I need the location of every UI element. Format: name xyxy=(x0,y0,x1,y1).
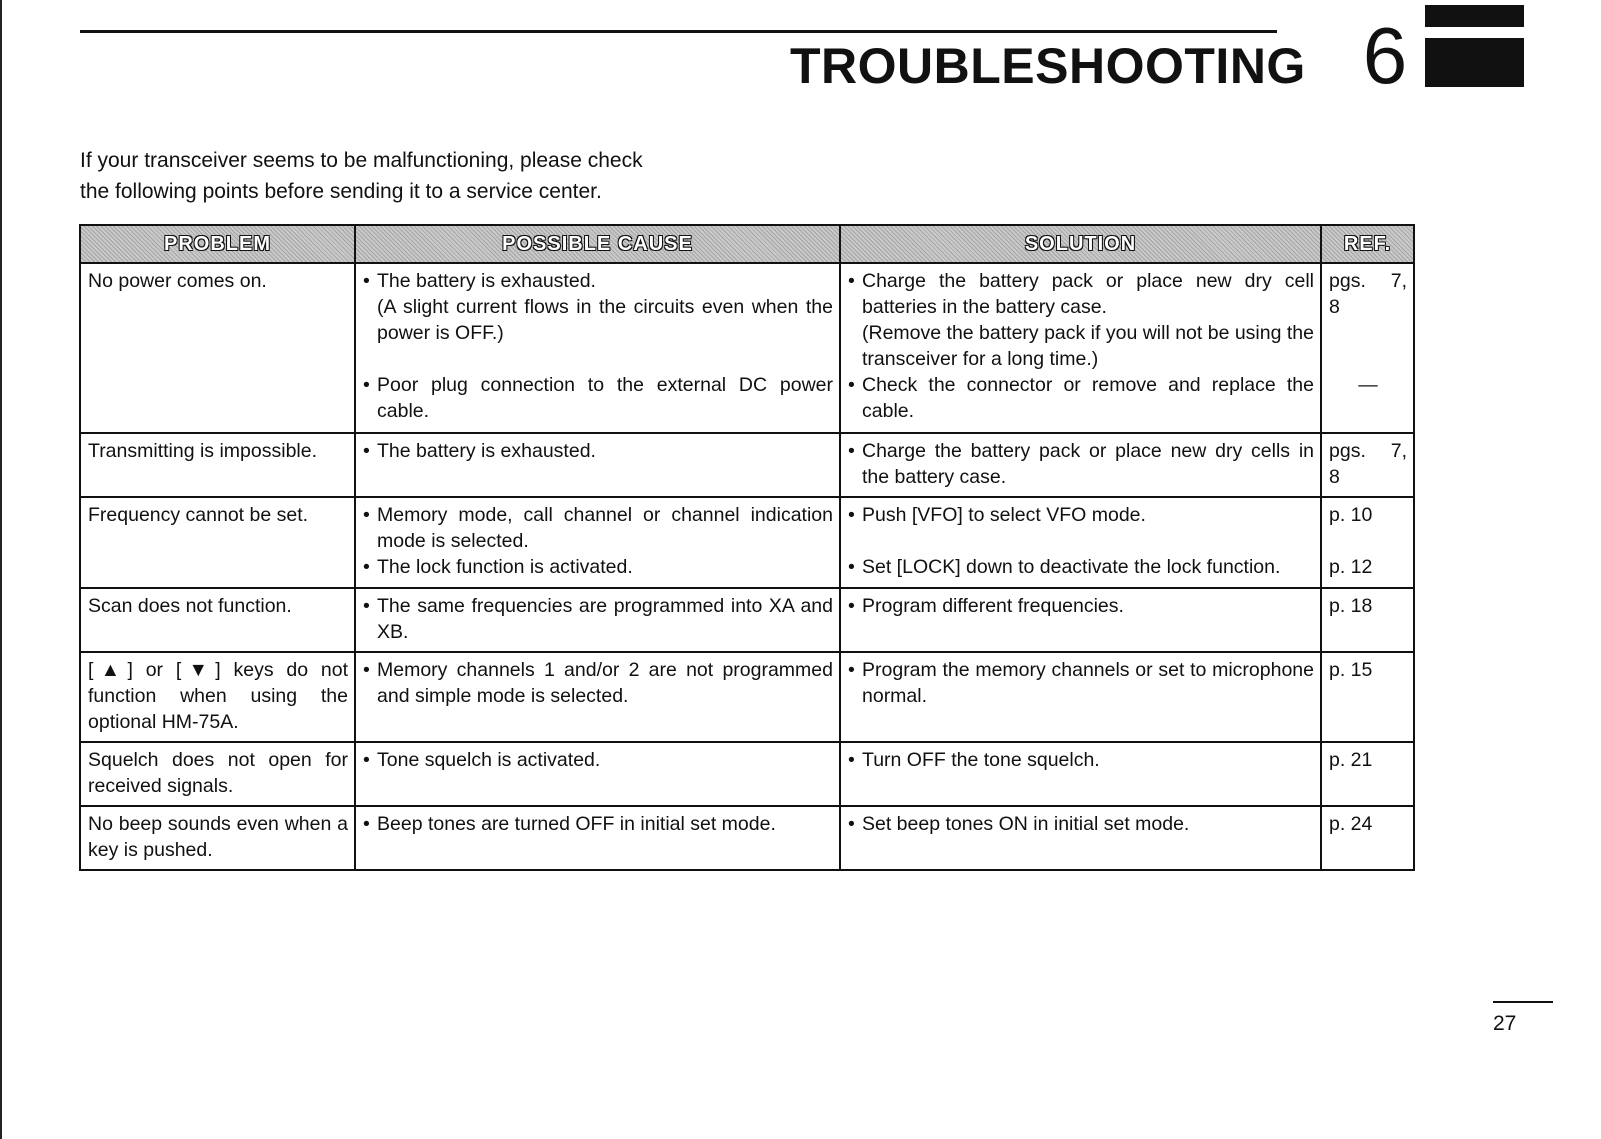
solution-item xyxy=(848,747,1314,773)
bullet: • xyxy=(363,270,370,292)
problem-cell xyxy=(80,263,355,433)
solution-text: Program the memory channels or set to microphone normal. xyxy=(862,659,1314,707)
problem-cell xyxy=(80,497,355,588)
bullet: • xyxy=(363,440,370,462)
cause-cell xyxy=(355,263,840,433)
cause-text: Memory mode, call channel or channel indication mode is selected. xyxy=(377,504,833,552)
solution-cell xyxy=(840,263,1321,433)
solution-text: Set beep tones ON in initial set mode. xyxy=(862,813,1190,835)
ref-cell xyxy=(1321,433,1414,497)
solution-text: Program different frequencies. xyxy=(862,595,1124,617)
problem-cell xyxy=(80,652,355,742)
cause-cell xyxy=(355,806,840,870)
problem-text: Frequency cannot be set. xyxy=(88,504,309,526)
solution-cell xyxy=(840,742,1321,806)
solution-text: Turn OFF the tone squelch. xyxy=(862,749,1100,771)
cause-item xyxy=(363,438,833,464)
problem-cell xyxy=(80,433,355,497)
table-row xyxy=(80,806,1414,870)
cause-cell xyxy=(355,652,840,742)
ref-line xyxy=(1329,268,1407,294)
solution-item xyxy=(848,657,1314,709)
page-title: TROUBLESHOOTING xyxy=(790,38,1306,94)
cause-cell xyxy=(355,497,840,588)
solution-item xyxy=(848,593,1314,619)
cause-text: The battery is exhausted. xyxy=(377,440,596,462)
bullet: • xyxy=(363,504,370,526)
intro-text xyxy=(80,145,780,207)
solution-item xyxy=(848,502,1314,528)
table-row xyxy=(80,433,1414,497)
problem-text: No beep sounds even when a key is pushed. xyxy=(88,813,348,861)
bullet: • xyxy=(363,595,370,617)
cause-text: The same frequencies are programmed into XA and XB. xyxy=(377,595,833,643)
solution-cell xyxy=(840,652,1321,742)
tab-bar-top xyxy=(1425,5,1524,27)
table-row xyxy=(80,742,1414,806)
cause-cell xyxy=(355,588,840,652)
problem-text: No power comes on. xyxy=(88,270,267,292)
ref-text: p. 24 xyxy=(1329,813,1373,835)
bullet: • xyxy=(363,659,370,681)
bullet: • xyxy=(848,813,855,835)
cause-item xyxy=(363,657,833,709)
table-row xyxy=(80,263,1414,433)
header-problem: PROBLEM xyxy=(80,225,355,263)
table-header-row xyxy=(80,225,1414,263)
solution-cell xyxy=(840,433,1321,497)
solution-cell xyxy=(840,588,1321,652)
table-row xyxy=(80,588,1414,652)
left-margin-rule xyxy=(0,0,2,1139)
header-solution: SOLUTION xyxy=(840,225,1321,263)
ref-text: 8 xyxy=(1329,466,1340,488)
page-number: 27 xyxy=(1493,1012,1517,1035)
bullet: • xyxy=(848,504,855,526)
table-row xyxy=(80,497,1414,588)
problem-cell xyxy=(80,742,355,806)
solution-cell xyxy=(840,497,1321,588)
cause-text: Tone squelch is activated. xyxy=(377,749,601,771)
solution-item xyxy=(848,438,1314,490)
ref-text: p. 12 xyxy=(1329,556,1373,578)
cause-item xyxy=(363,372,833,424)
bullet: • xyxy=(363,749,370,771)
cause-text: Beep tones are turned OFF in initial set mode. xyxy=(377,813,776,835)
ref-cell xyxy=(1321,742,1414,806)
cause-item xyxy=(363,502,833,554)
problem-cell xyxy=(80,806,355,870)
ref-cell xyxy=(1321,806,1414,870)
troubleshooting-table xyxy=(79,224,1415,871)
solution-item xyxy=(848,268,1314,320)
solution-item xyxy=(848,554,1314,580)
problem-text: Transmitting is impossible. xyxy=(88,440,318,462)
bullet: • xyxy=(848,595,855,617)
ref-dash: — xyxy=(1358,374,1378,396)
solution-text: Push [VFO] to select VFO mode. xyxy=(862,504,1146,526)
ref-text: p. 18 xyxy=(1329,595,1373,617)
bullet: • xyxy=(848,270,855,292)
cause-cell xyxy=(355,742,840,806)
chapter-number: 6 xyxy=(1362,11,1408,100)
ref-text: 7, xyxy=(1390,440,1407,462)
bullet: • xyxy=(848,440,855,462)
header-possible-cause: POSSIBLE CAUSE xyxy=(355,225,840,263)
intro-line-1: If your transceiver seems to be malfunctioning, please check xyxy=(80,149,643,172)
ref-text: p. 21 xyxy=(1329,749,1373,771)
bullet: • xyxy=(848,659,855,681)
ref-text: pgs. xyxy=(1329,270,1366,292)
solution-text: Charge the battery pack or place new dry cell batteries in the battery case. xyxy=(862,270,1314,318)
cause-text: The lock function is activated. xyxy=(377,556,633,578)
ref-text: pgs. xyxy=(1329,440,1366,462)
table-row xyxy=(80,652,1414,742)
header-rule xyxy=(80,30,1277,33)
cause-text: Poor plug connection to the external DC power cable. xyxy=(377,374,833,422)
solution-note: (Remove the battery pack if you will not be using the transceiver for a long time.) xyxy=(862,322,1314,370)
tab-bar-bottom xyxy=(1425,38,1524,87)
cause-item xyxy=(363,593,833,645)
solution-cell xyxy=(840,806,1321,870)
solution-text: Check the connector or remove and replace the cable. xyxy=(862,374,1314,422)
bullet: • xyxy=(848,749,855,771)
ref-text: 8 xyxy=(1329,296,1340,318)
solution-item xyxy=(848,811,1314,837)
solution-item xyxy=(848,372,1314,424)
problem-text: Squelch does not open for received signals. xyxy=(88,749,348,797)
solution-text: Charge the battery pack or place new dry cells in the battery case. xyxy=(862,440,1314,488)
bullet: • xyxy=(363,374,370,396)
cause-text: The battery is exhausted. xyxy=(377,270,596,292)
bullet: • xyxy=(848,556,855,578)
ref-text: p. 15 xyxy=(1329,659,1373,681)
header-ref: REF. xyxy=(1321,225,1414,263)
chapter-tab-marker xyxy=(1425,5,1524,87)
problem-text: [▲] or [▼] keys do not function when using the optional HM-75A. xyxy=(88,659,348,733)
bullet: • xyxy=(363,556,370,578)
page-number-rule xyxy=(1493,1001,1553,1003)
intro-line-2: the following points before sending it to a service center. xyxy=(80,180,602,203)
bullet: • xyxy=(848,374,855,396)
cause-text: Memory channels 1 and/or 2 are not programmed and simple mode is selected. xyxy=(377,659,833,707)
solution-text: Set [LOCK] down to deactivate the lock function. xyxy=(862,556,1281,578)
ref-cell xyxy=(1321,497,1414,588)
ref-text: p. 10 xyxy=(1329,504,1373,526)
ref-text: 7, xyxy=(1390,270,1407,292)
ref-cell xyxy=(1321,263,1414,433)
ref-cell xyxy=(1321,652,1414,742)
bullet: • xyxy=(363,813,370,835)
problem-cell xyxy=(80,588,355,652)
cause-item xyxy=(363,811,833,837)
cause-item xyxy=(363,554,833,580)
ref-line xyxy=(1329,438,1407,464)
cause-note: (A slight current flows in the circuits even when the power is OFF.) xyxy=(377,296,833,344)
ref-cell xyxy=(1321,588,1414,652)
problem-text: Scan does not function. xyxy=(88,595,292,617)
cause-item xyxy=(363,268,833,294)
cause-item xyxy=(363,747,833,773)
cause-cell xyxy=(355,433,840,497)
